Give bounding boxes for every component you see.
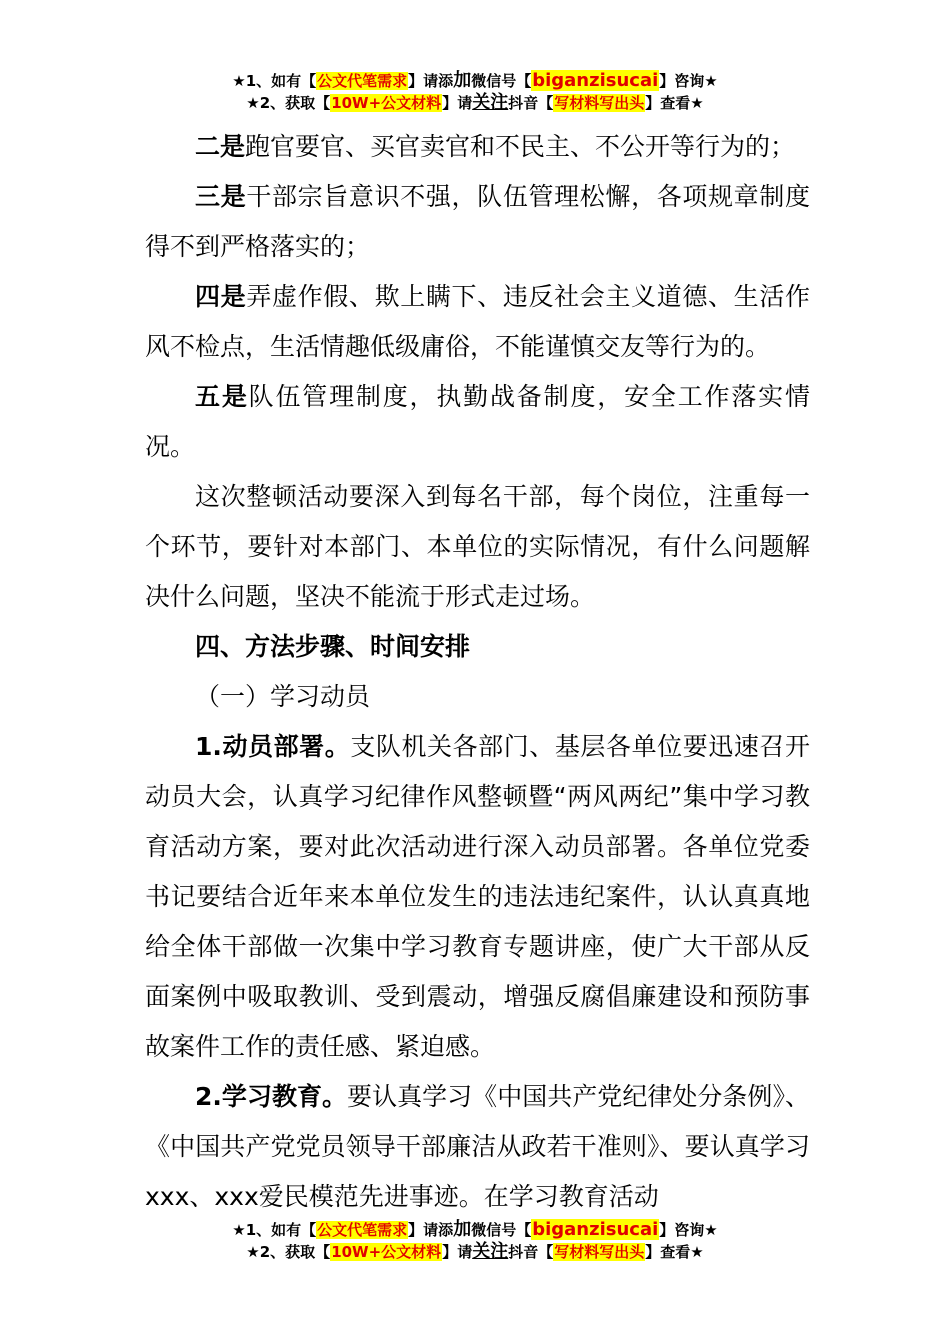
paragraph-text: 弄虚作假、欺上瞒下、违反社会主义道德、生活作风不检点，生活情趣低级庸俗，不能谨慎交友等行为的。 — [145, 282, 810, 361]
promo-highlight: 公文代笔需求 — [317, 72, 408, 90]
paragraph-text: 要认真学习《中国共产党纪律处分条例》、《中国共产党党员领导干部廉洁从政若干准则》、要认真学习xxx、xxx爱民模范先进事迹。在学习教育活动 — [145, 1082, 810, 1211]
paragraph-text: 支队机关各部门、基层各单位要迅速召开动员大会，认真学习纪律作风整顿暨“两风两纪”集中学习教育活动方案，要对此次活动进行深入动员部署。各单位党委书记要结合近年来本单位发生的违法违纪案件，认认真真地给全体干部做一次集中学习教育专题讲座，使广大干部从反面案例中吸取教训、受到震动，增强反腐倡廉建设和预防事故案件工作的责任感、紧迫感。 — [145, 732, 810, 1061]
paragraph-lead: 三是 — [195, 182, 247, 211]
promo-highlight: 10W+公文材料 — [331, 94, 442, 112]
promo-line-1 — [0, 70, 950, 92]
promo-text: 微信号【 — [471, 1221, 532, 1239]
promo-text: 】查看★ — [645, 94, 704, 112]
promo-text: 】咨询★ — [659, 1221, 718, 1239]
paragraph-lead: 1.动员部署。 — [195, 732, 351, 761]
promo-text: 】咨询★ — [659, 72, 718, 90]
promo-text: ★1、如有【 — [232, 72, 317, 90]
promo-text: ★2、获取【 — [246, 1243, 331, 1261]
promo-text: 】请添 — [408, 1221, 454, 1239]
paragraph — [145, 272, 810, 372]
promo-highlight: 写材料写出头 — [554, 1243, 645, 1261]
paragraph-lead: 二是 — [195, 132, 246, 161]
paragraph — [145, 1072, 810, 1222]
promo-text: 】请 — [442, 94, 473, 112]
promo-line-1 — [0, 1219, 950, 1241]
promo-text: 关注 — [472, 92, 509, 113]
promo-text: 加 — [453, 1219, 472, 1240]
paragraph — [145, 722, 810, 1072]
paragraph — [145, 122, 810, 172]
promo-text: 加 — [453, 70, 472, 91]
paragraph-lead: 2.学习教育。 — [195, 1082, 348, 1111]
paragraph-text: 跑官要官、买官卖官和不民主、不公开等行为的； — [245, 132, 796, 161]
promo-text: 抖音【 — [508, 94, 554, 112]
paragraph: 这次整顿活动要深入到每名干部，每个岗位，注重每一个环节，要针对本部门、本单位的实际情况，有什么问题解决什么问题，坚决不能流于形式走过场。 — [145, 482, 810, 611]
promo-line-2 — [0, 92, 950, 114]
promo-highlight: 公文代笔需求 — [317, 1221, 408, 1239]
promo-banner-top — [0, 70, 950, 114]
promo-wechat-id: biganzisucai — [532, 70, 659, 91]
document-body — [145, 122, 810, 1222]
promo-highlight: 写材料写出头 — [554, 94, 645, 112]
promo-text: ★2、获取【 — [246, 94, 331, 112]
promo-line-2 — [0, 1241, 950, 1263]
promo-highlight: 10W+公文材料 — [331, 1243, 442, 1261]
paragraph — [145, 172, 810, 272]
promo-banner-bottom — [0, 1219, 950, 1263]
paragraph-text: 干部宗旨意识不强，队伍管理松懈，各项规章制度得不到严格落实的； — [145, 182, 810, 261]
promo-text: 】请 — [442, 1243, 473, 1261]
promo-wechat-id: biganzisucai — [532, 1219, 659, 1240]
promo-text: 】查看★ — [645, 1243, 704, 1261]
paragraph-lead: 五是 — [195, 382, 249, 411]
promo-text: 抖音【 — [508, 1243, 554, 1261]
section-heading: 四、方法步骤、时间安排 — [195, 632, 471, 661]
subsection-heading: （一）学习动员 — [195, 682, 371, 711]
paragraph — [145, 372, 810, 472]
promo-text: 关注 — [472, 1241, 509, 1262]
paragraph-lead: 四是 — [195, 282, 247, 311]
promo-text: ★1、如有【 — [232, 1221, 317, 1239]
paragraph-text: 队伍管理制度，执勤战备制度，安全工作落实情况。 — [145, 382, 810, 461]
promo-text: 】请添 — [408, 72, 454, 90]
promo-text: 微信号【 — [471, 72, 532, 90]
